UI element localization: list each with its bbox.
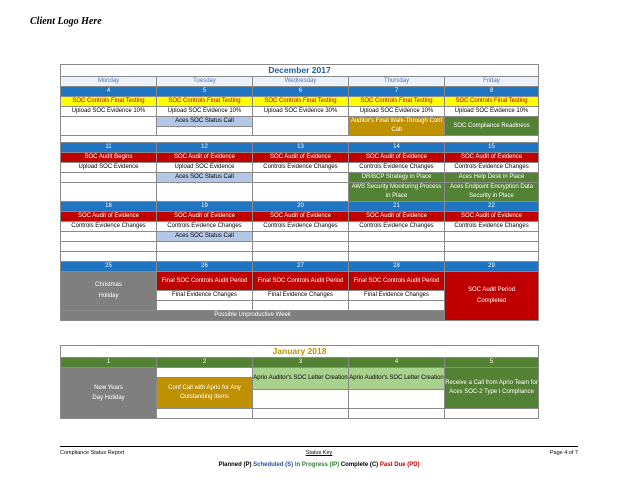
empty-cell	[445, 409, 539, 419]
date-number: 21	[349, 202, 445, 212]
date-number: 22	[445, 202, 539, 212]
legend-in-progress: In Progress (IP)	[294, 462, 340, 468]
calendar-event: Final Evidence Changes	[253, 291, 349, 301]
empty-cell	[349, 409, 445, 419]
calendar-event: Upload SOC Evidence 10%	[349, 107, 445, 117]
january-calendar	[60, 345, 539, 419]
footer-divider	[60, 446, 578, 447]
legend-planned: Planned (P)	[218, 462, 252, 468]
calendar-event: Controls Evidence Changes	[253, 222, 349, 232]
empty-cell	[253, 301, 349, 311]
empty-cell	[61, 173, 157, 183]
date-number: 28	[349, 262, 445, 272]
month-title: January 2018	[61, 346, 539, 358]
calendar-event: Controls Evidence Changes	[157, 222, 253, 232]
empty-cell	[445, 252, 539, 262]
empty-cell	[61, 242, 157, 252]
legend-scheduled: Scheduled (S)	[253, 462, 294, 468]
calendar-event: Controls Evidence Changes	[349, 222, 445, 232]
empty-cell	[349, 390, 445, 409]
date-number: 27	[253, 262, 349, 272]
date-number: 2	[157, 358, 253, 368]
empty-cell	[157, 127, 253, 136]
calendar-event: Controls Evidence Changes	[253, 163, 349, 173]
calendar-event: Conf Call with Aprio for Any Outstanding Items	[157, 378, 253, 409]
day-header: Monday	[61, 77, 157, 87]
calendar-event: Final SOC Controls Audit Period	[253, 272, 349, 291]
calendar-event: SOC Audit of Evidence	[157, 153, 253, 163]
calendar-event: SOC Audit of Evidence	[253, 212, 349, 222]
date-number: 4	[61, 87, 157, 97]
calendar-event: Receive a Call from Aprio Team for Aces SOC-2 Type I Compliance	[445, 368, 539, 409]
status-key-heading: Status Key	[305, 450, 333, 456]
date-number: 18	[61, 202, 157, 212]
week-note: Possible Unproductive Week	[61, 311, 445, 321]
calendar-event: AWS Security Monitoring Process in Place	[349, 183, 445, 202]
empty-cell	[349, 232, 445, 242]
empty-cell	[253, 252, 349, 262]
calendar-event: Auditor's Final Walk-Through Conf Call	[349, 117, 445, 136]
footer-report-title: Compliance Status Report	[60, 450, 125, 456]
calendar-event: Aprio Auditor's SOC Letter Creation	[349, 368, 445, 390]
date-number: 5	[445, 358, 539, 368]
calendar-event: Upload SOC Evidence 10%	[61, 107, 157, 117]
calendar-event: SOC Controls Final Testing	[253, 97, 349, 107]
calendar-event: SOC Audit of Evidence	[61, 212, 157, 222]
date-number: 5	[157, 87, 253, 97]
empty-cell	[157, 301, 253, 311]
empty-cell	[349, 242, 445, 252]
month-title: December 2017	[61, 65, 539, 77]
day-header: Tuesday	[157, 77, 253, 87]
empty-cell	[253, 183, 349, 202]
empty-cell	[253, 242, 349, 252]
status-legend	[0, 462, 638, 468]
empty-cell	[157, 368, 253, 378]
calendar-event: SOC Controls Final Testing	[445, 97, 539, 107]
calendar-event: Upload SOC Evidence	[157, 163, 253, 173]
empty-cell	[61, 252, 157, 262]
empty-cell	[61, 232, 157, 242]
empty-cell	[445, 232, 539, 242]
calendar-event: Controls Evidence Changes	[349, 163, 445, 173]
date-number: 7	[349, 87, 445, 97]
calendar-event: Aprio Auditor's SOC Letter Creation	[253, 368, 349, 390]
empty-cell	[253, 173, 349, 183]
day-header: Wednesday	[253, 77, 349, 87]
calendar-event: Aces Endpoint Encryption Data Security in Place	[445, 183, 539, 202]
calendar-event: Final SOC Controls Audit Period	[349, 272, 445, 291]
empty-cell	[157, 183, 253, 202]
calendar-event: Aces SOC Status Call	[157, 173, 253, 183]
day-header: Friday	[445, 77, 539, 87]
date-number: 13	[253, 143, 349, 153]
empty-cell	[61, 117, 157, 136]
legend-past-due: Past Due (PD)	[379, 462, 420, 468]
page-number: Page 4 of 7	[549, 450, 578, 456]
empty-cell	[157, 409, 253, 419]
calendar-event: SOC Audit Period Completed	[445, 272, 539, 321]
calendar-event: SOC Controls Final Testing	[157, 97, 253, 107]
empty-cell	[445, 242, 539, 252]
empty-cell	[157, 252, 253, 262]
calendar-event: SOC Controls Final Testing	[61, 97, 157, 107]
calendar-event: Controls Evidence Changes	[445, 222, 539, 232]
date-number: 4	[349, 358, 445, 368]
date-number: 3	[253, 358, 349, 368]
calendar-event: DR/BCP Strategy in Place	[349, 173, 445, 183]
date-number: 6	[253, 87, 349, 97]
date-number: 19	[157, 202, 253, 212]
date-number: 25	[61, 262, 157, 272]
calendar-event: Upload SOC Evidence 10%	[445, 107, 539, 117]
holiday-cell: Christmas Holiday	[61, 272, 157, 311]
calendar-event: Controls Evidence Changes	[61, 222, 157, 232]
date-number: 12	[157, 143, 253, 153]
empty-cell	[253, 409, 349, 419]
empty-cell	[61, 183, 157, 202]
empty-cell	[253, 232, 349, 242]
calendar-event: SOC Audit of Evidence	[445, 212, 539, 222]
empty-cell	[157, 242, 253, 252]
empty-cell	[349, 252, 445, 262]
calendar-event: Final Evidence Changes	[349, 291, 445, 301]
empty-cell	[253, 390, 349, 409]
date-number: 20	[253, 202, 349, 212]
calendar-event: Aces SOC Status Call	[157, 232, 253, 242]
legend-complete: Complete (C)	[340, 462, 379, 468]
day-header: Thursday	[349, 77, 445, 87]
calendar-event: Upload SOC Evidence 30%	[253, 107, 349, 117]
calendar-event: Aces Help Desk in Place	[445, 173, 539, 183]
calendar-event: SOC Compliance Readiness	[445, 117, 539, 136]
empty-cell	[349, 301, 445, 311]
calendar-event: Upload SOC Evidence 10%	[157, 107, 253, 117]
date-number: 14	[349, 143, 445, 153]
calendar-event: SOC Audit of Evidence	[445, 153, 539, 163]
date-number: 11	[61, 143, 157, 153]
calendar-event: SOC Controls Final Testing	[349, 97, 445, 107]
calendar-event: Final SOC Controls Audit Period	[157, 272, 253, 291]
date-number: 8	[445, 87, 539, 97]
calendar-event: Aces SOC Status Call	[157, 117, 253, 127]
calendar-event: Upload SOC Evidence	[61, 163, 157, 173]
date-number: 1	[61, 358, 157, 368]
date-number: 26	[157, 262, 253, 272]
calendar-event: SOC Audit of Evidence	[349, 153, 445, 163]
date-number: 15	[445, 143, 539, 153]
calendar-event: SOC Audit of Evidence	[253, 153, 349, 163]
holiday-cell: New Years Day Holiday	[61, 368, 157, 419]
client-logo-placeholder: Client Logo Here	[30, 16, 102, 27]
calendar-event: Final Evidence Changes	[157, 291, 253, 301]
december-calendar	[60, 64, 539, 321]
date-number: 29	[445, 262, 539, 272]
empty-cell	[253, 117, 349, 136]
calendar-event: SOC Audit Begins	[61, 153, 157, 163]
calendar-event: Controls Evidence Changes	[445, 163, 539, 173]
calendar-event: SOC Audit of Evidence	[157, 212, 253, 222]
calendar-event: SOC Audit of Evidence	[349, 212, 445, 222]
